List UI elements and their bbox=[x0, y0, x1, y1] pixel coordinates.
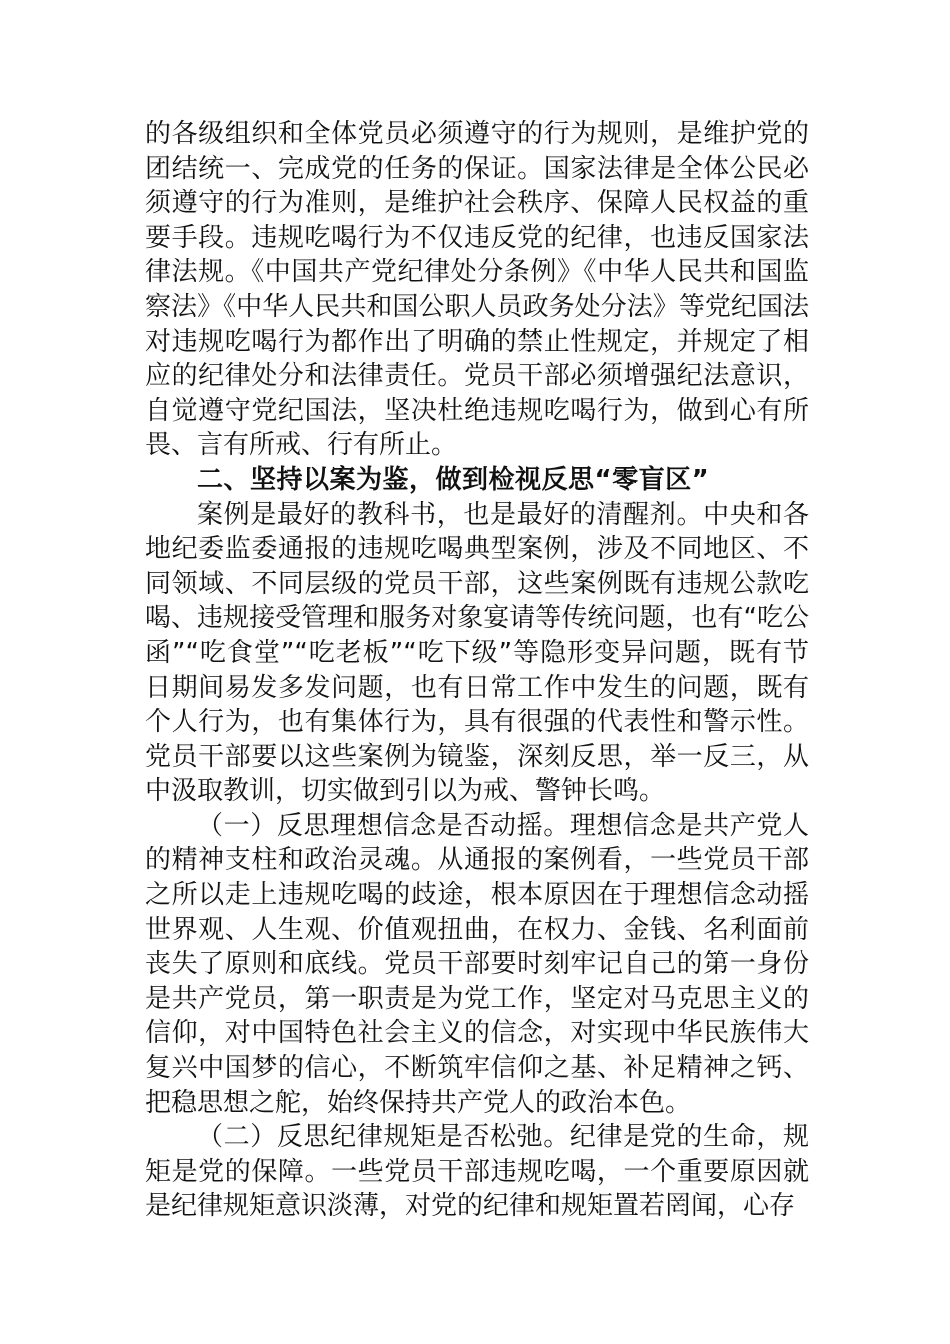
section-heading: 二、坚持以案为鉴，做到检视反思“零盲区” bbox=[197, 464, 710, 495]
body-paragraph-point-2: （二）反思纪律规矩是否松弛。纪律是党的生命，规矩是党的保障。一些党员干部违规吃喝，一个重要原因就是纪律规矩意识淡薄，对党的纪律和规矩置若罔闻，心存 bbox=[145, 1122, 809, 1222]
body-paragraph-point-1: （一）反思理想信念是否动摇。理想信念是共产党人的精神支柱和政治灵魂。从通报的案例看，一些党员干部之所以走上违规吃喝的歧途，根本原因在于理想信念动摇世界观、人生观、价值观扭曲，在权力、金钱、名利面前丧失了原则和底线。党员干部要时刻牢记自己的第一身份是共产党员，第一职责是为党工作，坚定对马克思主义的信仰，对中国特色社会主义的信念，对实现中华民族伟大复兴中国梦的信心，不断筑牢信仰之基、补足精神之钙、把稳思想之舵，始终保持共产党人的政治本色。 bbox=[145, 810, 809, 1118]
body-paragraph-cases: 案例是最好的教科书，也是最好的清醒剂。中央和各地纪委监委通报的违规吃喝典型案例，涉及不同地区、不同领域、不同层级的党员干部，这些案例既有违规公款吃喝、违规接受管理和服务对象宴请等传统问题，也有“吃公函”“吃食堂”“吃老板”“吃下级”等隐形变异问题，既有节日期间易发多发问题，也有日常工作中发生的问题，既有个人行为，也有集体行为，具有很强的代表性和警示性。党员干部要以这些案例为镜鉴，深刻反思，举一反三，从中汲取教训，切实做到引以为戒、警钟长鸣。 bbox=[145, 499, 809, 807]
body-paragraph-continued: 的各级组织和全体党员必须遵守的行为规则，是维护党的团结统一、完成党的任务的保证。国家法律是全体公民必须遵守的行为准则，是维护社会秩序、保障人民权益的重要手段。违规吃喝行为不仅违反党的纪律，也违反国家法律法规。《中国共产党纪律处分条例》《中华人民共和国监察法》《中华人民共和国公职人员政务处分法》等党纪国法对违规吃喝行为都作出了明确的禁止性规定，并规定了相应的纪律处分和法律责任。党员干部必须增强纪法意识，自觉遵守党纪国法，坚决杜绝违规吃喝行为，做到心有所畏、言有所戒、行有所止。 bbox=[145, 119, 809, 461]
document-page bbox=[145, 117, 809, 1224]
